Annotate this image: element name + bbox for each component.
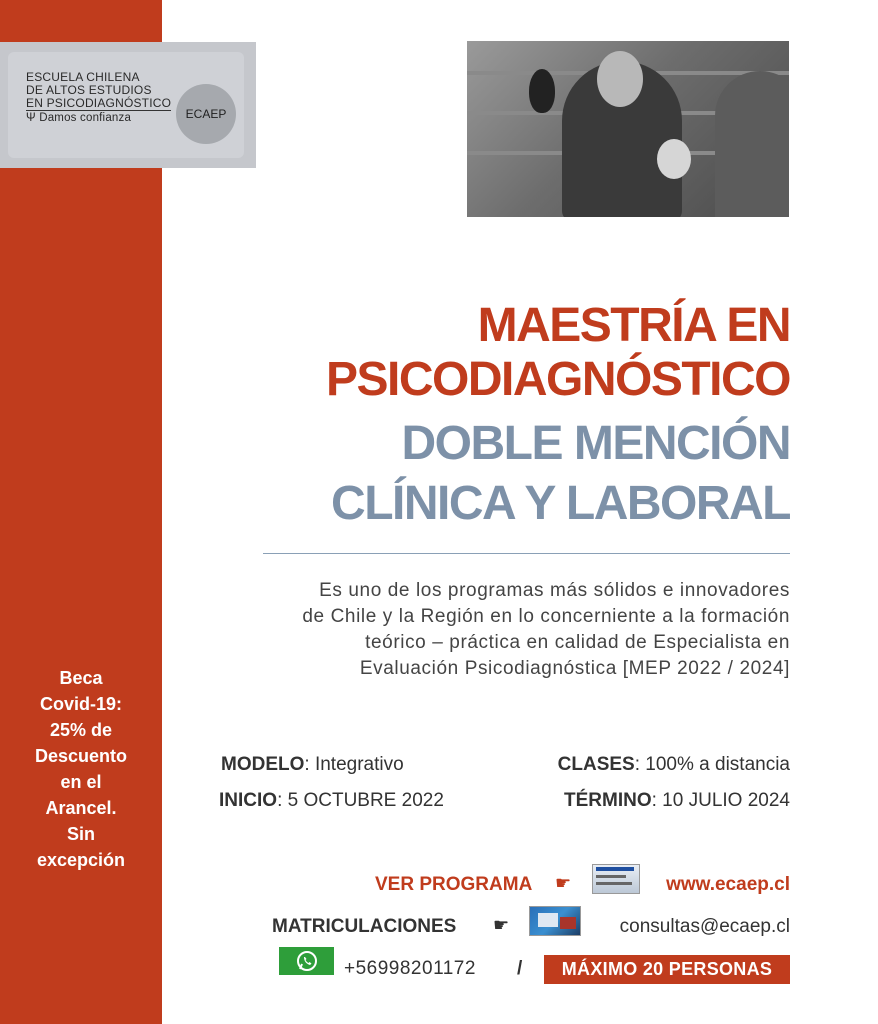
pointing-hand-icon: ☛ — [493, 915, 510, 935]
divider — [263, 553, 790, 554]
url-line-shape — [596, 875, 626, 878]
description-line: Es uno de los programas más sólidos e innovadores — [319, 580, 790, 601]
beca-covid-notice — [0, 665, 162, 873]
beca-line: Arancel. — [45, 798, 117, 818]
email-thumbnail-icon — [529, 906, 581, 936]
beca-line: excepción — [36, 850, 126, 870]
device-shape — [560, 917, 576, 929]
max-capacity-badge: MÁXIMO 20 PERSONAS — [544, 955, 790, 984]
clases-info — [558, 754, 790, 776]
browser-bar-shape — [596, 867, 634, 871]
subtitle-line-1: DOBLE MENCIÓN — [401, 417, 790, 470]
beca-line: Descuento — [34, 746, 128, 766]
beca-line: 25% de — [49, 720, 113, 740]
clases-value: : 100% a distancia — [634, 754, 790, 775]
email-link[interactable]: consultas@ecaep.cl — [619, 916, 790, 937]
description-line: de Chile y la Región en lo concerniente a la formación — [302, 606, 790, 627]
beca-line: Covid-19: — [39, 694, 122, 714]
inicio-label: INICIO — [219, 790, 278, 811]
matriculaciones-label: MATRICULACIONES — [272, 916, 457, 937]
phone-number[interactable]: +56998201172 — [344, 958, 476, 979]
subtitle-line-2: CLÍNICA Y LABORAL — [331, 477, 790, 530]
white-mask-shape — [657, 139, 691, 179]
termino-value: : 10 JULIO 2024 — [651, 790, 790, 811]
description-line: Evaluación Psicodiagnóstica [MEP 2022 / 2024] — [359, 658, 790, 679]
photo-man-head — [597, 51, 643, 107]
whatsapp-glyph-icon — [295, 949, 319, 973]
title-line-1: MAESTRÍA EN — [477, 299, 790, 352]
beca-line: Sin — [66, 824, 95, 844]
logo-panel — [8, 52, 244, 158]
whatsapp-icon[interactable] — [279, 947, 334, 975]
envelope-shape — [538, 913, 558, 927]
beca-line: Beca — [59, 668, 103, 688]
title-line-2: PSICODIAGNÓSTICO — [325, 353, 790, 406]
termino-info — [564, 790, 790, 812]
logo-line-1: ESCUELA CHILENA — [26, 70, 140, 84]
logo-line-2: DE ALTOS ESTUDIOS — [26, 83, 152, 97]
logo-text — [26, 71, 171, 125]
modelo-label: MODELO — [221, 754, 305, 775]
logo-badge: ECAEP — [176, 84, 236, 144]
termino-label: TÉRMINO — [564, 790, 652, 811]
inicio-info — [219, 790, 444, 812]
beca-line: en el — [60, 772, 102, 792]
description-line: teórico – práctica en calidad de Especialista en — [365, 632, 790, 653]
clases-label: CLASES — [557, 754, 635, 775]
hero-photo — [467, 41, 789, 217]
separator-slash: / — [517, 958, 523, 979]
url-line-shape — [596, 882, 632, 885]
logo-tagline: Ψ Damos confianza — [26, 112, 132, 124]
internet-thumbnail-icon — [592, 864, 640, 894]
black-mask-shape — [529, 69, 555, 113]
modelo-info — [221, 754, 404, 776]
website-link[interactable]: www.ecaep.cl — [666, 874, 790, 895]
logo-line-3: EN PSICODIAGNÓSTICO — [26, 96, 172, 110]
pointing-hand-icon: ☛ — [555, 873, 572, 893]
inicio-value: : 5 OCTUBRE 2022 — [277, 790, 444, 811]
program-description — [210, 578, 790, 682]
photo-woman-figure — [715, 71, 789, 217]
ver-programa-label: VER PROGRAMA — [375, 874, 533, 895]
logo-card — [0, 42, 256, 168]
modelo-value: : Integrativo — [304, 754, 404, 775]
